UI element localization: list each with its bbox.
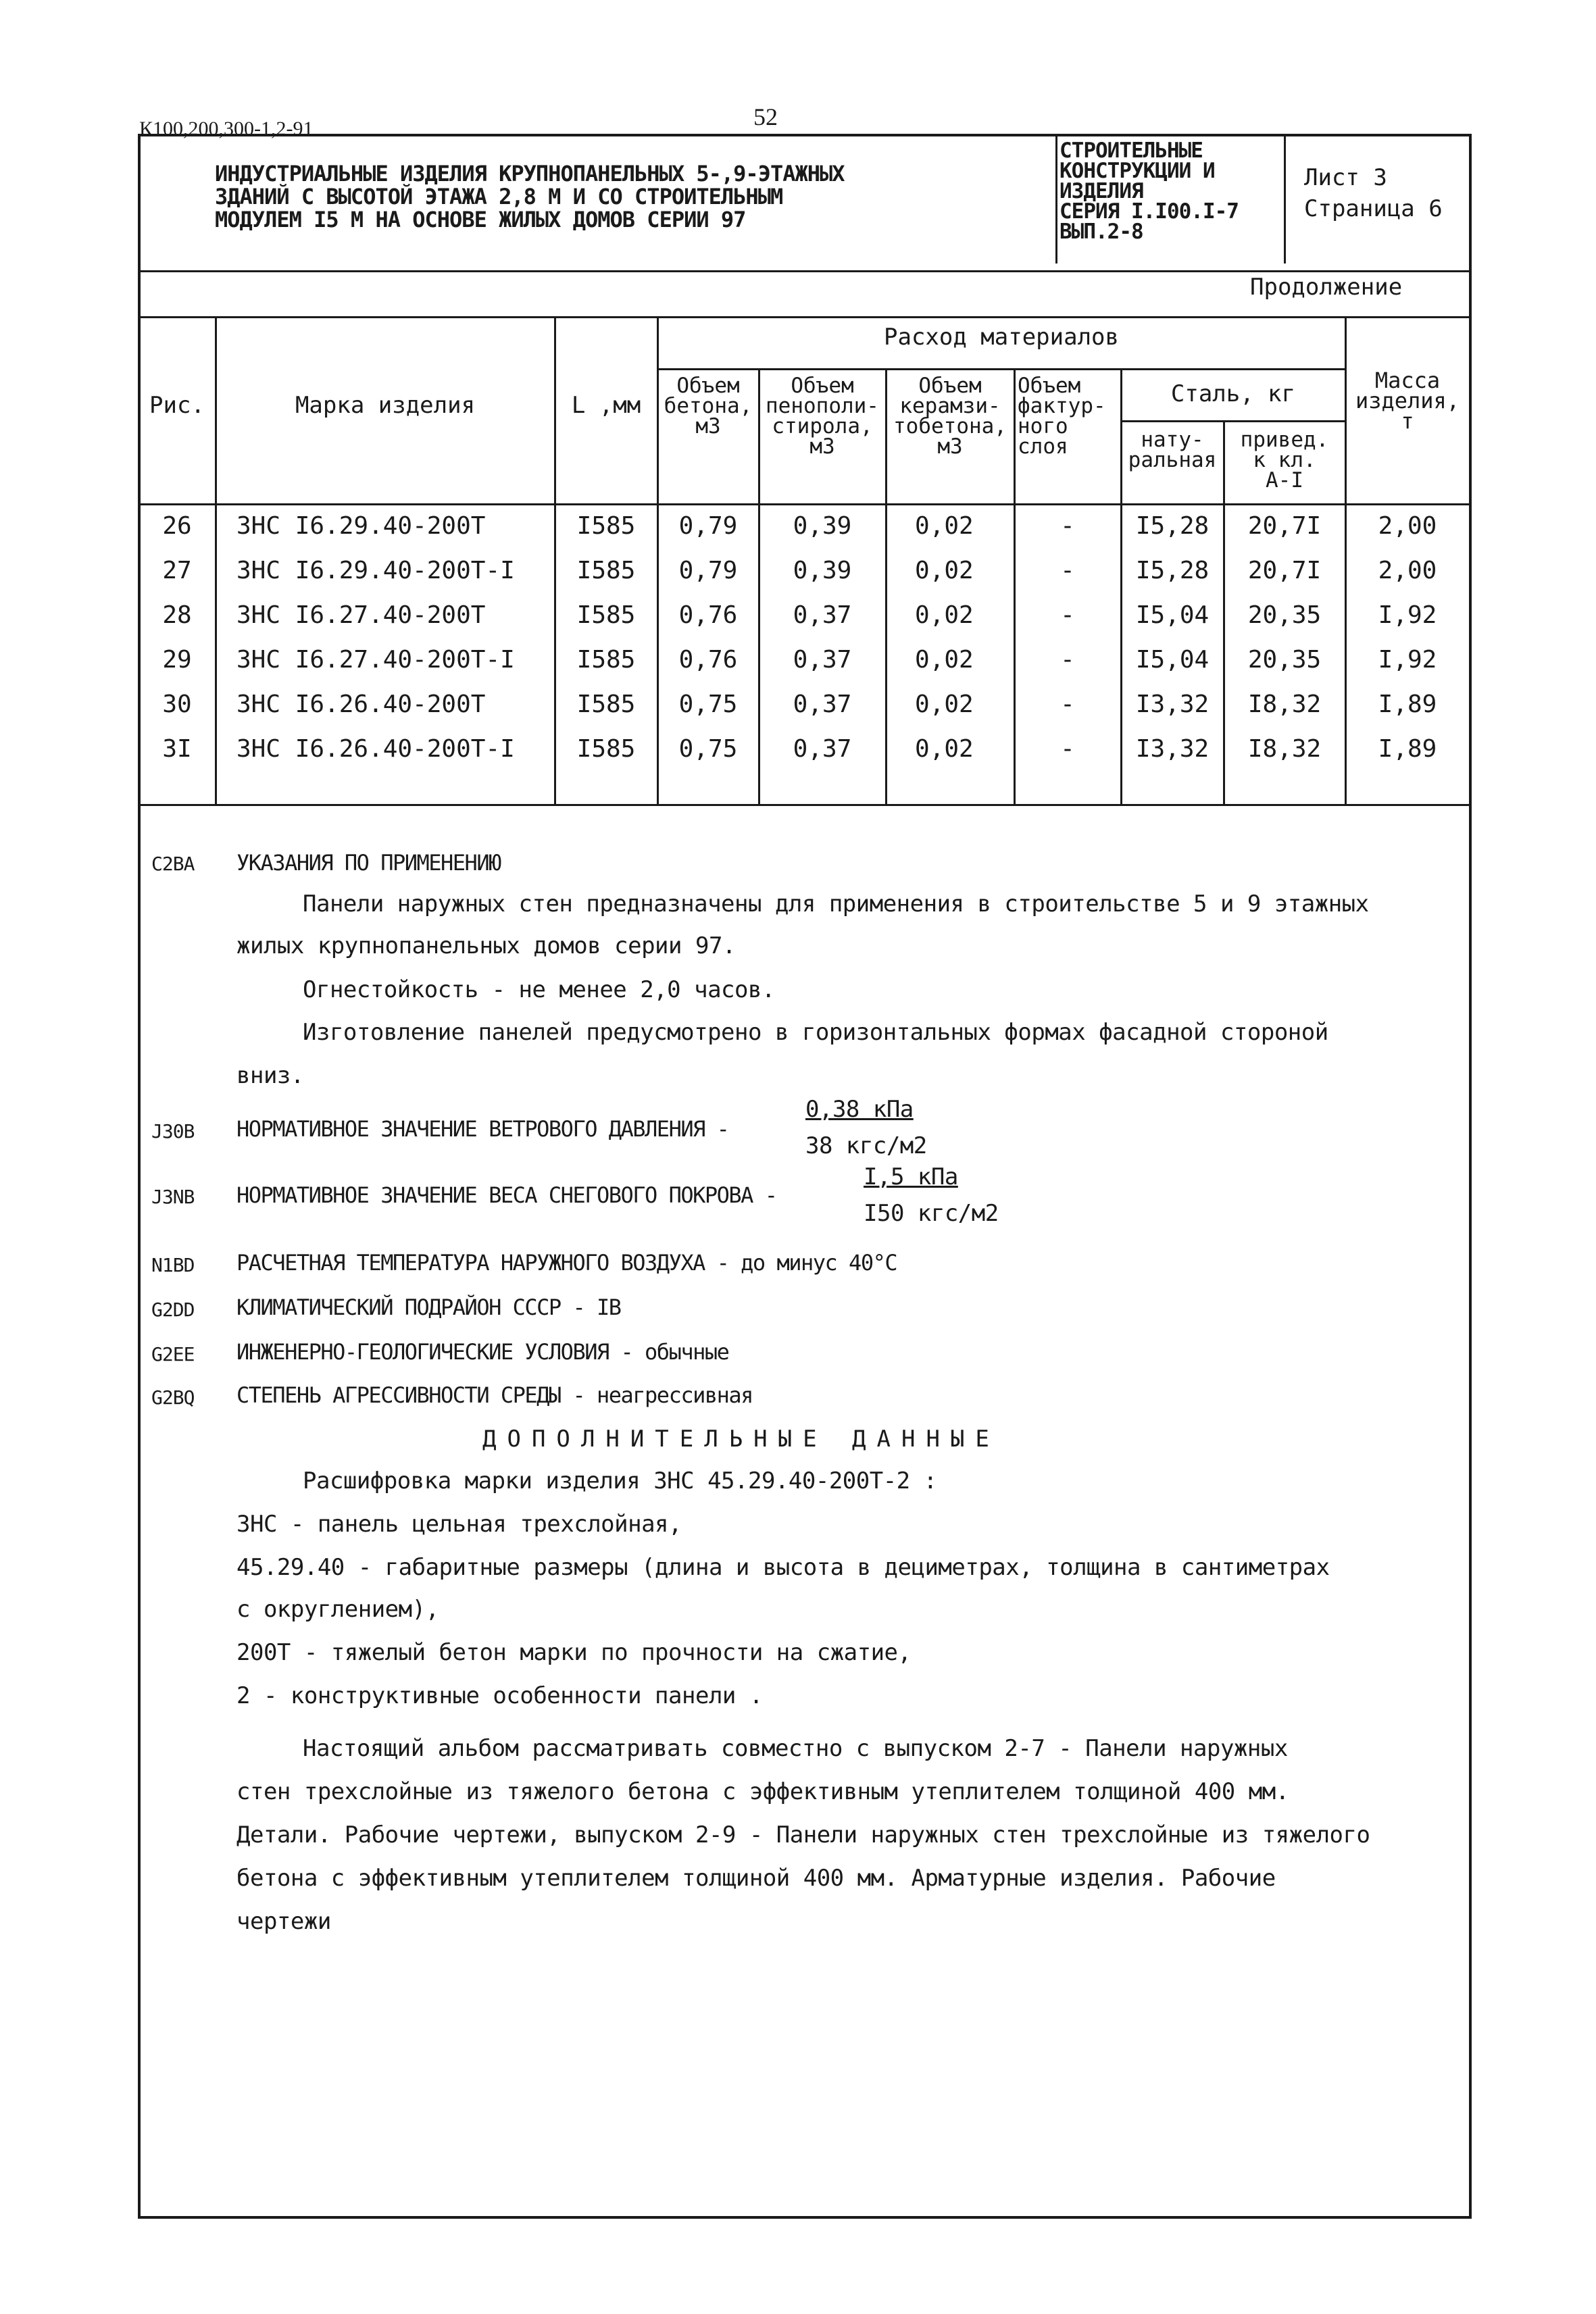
header-text: Объем [1018,374,1081,398]
cell-natural: I5,28 [1135,557,1210,584]
cell-mark: ЗНС I6.27.40-200Т-I [236,646,515,674]
header-mark: Марка изделия [295,392,476,419]
extra-text: стен трехслойные из тяжелого бетона с эффективным утеплителем толщиной 400 мм. [236,1778,1289,1805]
series-line: ИЗДЕЛИЯ [1059,179,1143,203]
cell-claydite: 0,02 [915,646,974,674]
cell-fig: 26 [162,512,192,540]
extra-text: 45.29.40 - габаритные размеры (длина и высота в дециметрах, толщина в сантиметрах [236,1554,1330,1581]
temperature-text: РАСЧЕТНАЯ ТЕМПЕРАТУРА НАРУЖНОГО ВОЗДУХА - до минус 40°С [236,1250,897,1276]
header-text: изделия, [1355,388,1460,413]
cell-reduced: 20,35 [1247,646,1322,674]
cell-reduced: I8,32 [1247,690,1322,718]
header-text: бетона, [664,394,753,418]
cell-facing: - [1060,690,1075,718]
cell-mass: I,92 [1378,646,1437,674]
cell-claydite: 0,02 [915,512,974,540]
series-line: СЕРИЯ I.I00.I-7 [1059,199,1239,224]
cell-fig: 29 [162,646,192,674]
header-text: т [1401,408,1414,434]
cell-concrete: 0,79 [678,512,738,540]
section-code: G2EE [151,1343,195,1365]
header-text: слоя [1018,434,1068,459]
header-text: м3 [809,434,835,459]
cell-fig: 28 [162,601,192,629]
frame-right-border [1469,134,1472,2219]
header-steel-reduced [1224,430,1345,491]
cell-polystyrene: 0,39 [793,557,852,584]
cell-length: I585 [576,735,636,763]
table-top-line [138,316,1472,318]
snow-value-kpa: I,5 кПа [864,1163,958,1190]
cell-fig: 30 [162,690,192,718]
header-text: Объем [676,374,740,398]
document-code: К100,200,300-1,2-91 [139,118,314,140]
usage-text: жилых крупнопанельных домов серии 97. [236,932,736,959]
cell-length: I585 [576,690,636,718]
page-number: 52 [753,103,778,130]
cell-polystyrene: 0,37 [793,646,852,674]
header-text: керамзи- [899,394,1001,418]
geology-text: ИНЖЕНЕРНО-ГЕОЛОГИЧЕСКИЕ УСЛОВИЯ - обычные [236,1339,729,1365]
header-text: к кл. [1253,448,1316,472]
snow-value-kgs: I50 кгс/м2 [864,1200,999,1227]
section-code: G2BQ [151,1386,195,1409]
extra-text: Настоящий альбом рассматривать совместно с выпуском 2-7 - Панели наружных [303,1735,1288,1762]
title-line: ИНДУСТРИАЛЬНЫЕ ИЗДЕЛИЯ КРУПНОПАНЕЛЬНЫХ 5-,9-ЭТАЖНЫХ [215,161,845,186]
cell-natural: I5,28 [1135,512,1210,540]
title-line: МОДУЛЕМ I5 М НА ОСНОВЕ ЖИЛЫХ ДОМОВ СЕРИИ 97 [215,207,746,232]
cell-mark: ЗНС I6.27.40-200Т [236,601,486,629]
header-text: ральная [1128,448,1217,472]
cell-reduced: 20,35 [1247,601,1322,629]
section-code: J3NB [151,1186,195,1208]
usage-title: УКАЗАНИЯ ПО ПРИМЕНЕНИЮ [236,850,501,876]
wind-value-kgs: 38 кгс/м2 [805,1132,927,1159]
header-text: м3 [937,434,963,459]
table-col-line [215,316,217,804]
cell-mass: 2,00 [1378,557,1437,584]
header-text: стирола, [772,414,873,438]
header-mass [1346,368,1469,434]
cell-claydite: 0,02 [915,735,974,763]
snow-label: НОРМАТИВНОЕ ЗНАЧЕНИЕ ВЕСА СНЕГОВОГО ПОКРОВА - [236,1182,777,1208]
cell-reduced: 20,7I [1247,512,1322,540]
cell-reduced: I8,32 [1247,735,1322,763]
section-code: J30B [151,1120,195,1142]
table-steel-line [1120,420,1345,422]
extra-text: чертежи [236,1908,331,1935]
cell-fig: 3I [162,735,192,763]
header-text: привед. [1240,428,1329,452]
extra-text: 2 - конструктивные особенности панели . [236,1682,763,1709]
cell-concrete: 0,76 [678,646,738,674]
title-block-sheet [1304,162,1460,224]
section-code: G2DD [151,1299,195,1321]
cell-mass: I,89 [1378,690,1437,718]
series-line: КОНСТРУКЦИИ И [1059,159,1215,183]
table-group-line [657,368,1345,370]
cell-polystyrene: 0,37 [793,735,852,763]
page-label: Страница 6 [1304,195,1443,222]
extra-text: Детали. Рабочие чертежи, выпуском 2-9 - Панели наружных стен трехслойные из тяжелого [236,1821,1370,1848]
cell-claydite: 0,02 [915,601,974,629]
header-bottom-line [138,270,1472,272]
cell-mass: I,89 [1378,735,1437,763]
cell-natural: I3,32 [1135,690,1210,718]
header-text: Масса [1374,368,1441,393]
header-concrete [658,376,758,436]
frame-bottom-border [138,2216,1472,2219]
title-divider [1284,134,1286,263]
cell-concrete: 0,76 [678,601,738,629]
header-text: Объем [791,374,854,398]
cell-natural: I5,04 [1135,601,1210,629]
table-header-bottom-line [138,503,1472,505]
climate-text: КЛИМАТИЧЕСКИЙ ПОДРАЙОН СССР - IВ [236,1294,621,1320]
extra-text: с округлением), [236,1596,439,1623]
wind-label: НОРМАТИВНОЕ ЗНАЧЕНИЕ ВЕТРОВОГО ДАВЛЕНИЯ - [236,1116,729,1142]
header-length: L ,мм [571,392,641,419]
cell-polystyrene: 0,39 [793,512,852,540]
table-bottom-line [138,804,1472,806]
title-block-main [215,162,1039,231]
cell-facing: - [1060,735,1075,763]
cell-claydite: 0,02 [915,690,974,718]
cell-polystyrene: 0,37 [793,601,852,629]
series-line: СТРОИТЕЛЬНЫЕ [1059,139,1203,163]
title-line: ЗДАНИЙ С ВЫСОТОЙ ЭТАЖА 2,8 М И СО СТРОИТЕЛЬНЫМ [215,184,783,209]
header-text: Объем [918,374,982,398]
header-text: фактур- [1018,394,1106,418]
usage-text: Изготовление панелей предусмотрено в горизонтальных формах фасадной стороной [303,1019,1328,1046]
sheet-label: Лист 3 [1304,164,1387,191]
extra-text: Расшифровка марки изделия ЗНС 45.29.40-200Т-2 : [303,1467,937,1494]
header-fig: Рис. [149,392,205,419]
aggressiveness-text: СТЕПЕНЬ АГРЕССИВНОСТИ СРЕДЫ - неагрессивная [236,1382,753,1408]
header-materials: Расход материалов [884,324,1119,351]
section-code: C2BA [151,853,195,875]
cell-natural: I3,32 [1135,735,1210,763]
cell-fig: 27 [162,557,192,584]
header-facing [1015,376,1123,457]
additional-data-title: ДОПОЛНИТЕЛЬНЫЕ ДАННЫЕ [482,1426,1000,1453]
cell-length: I585 [576,601,636,629]
title-divider [1055,134,1057,263]
cell-mass: 2,00 [1378,512,1437,540]
cell-polystyrene: 0,37 [793,690,852,718]
header-text: м3 [695,414,721,438]
cell-length: I585 [576,557,636,584]
header-text: тобетона, [893,414,1007,438]
header-steel-natural [1122,430,1223,470]
frame-left-border [138,134,141,2219]
frame-top-border [138,134,1472,136]
cell-mark: ЗНС I6.29.40-200Т [236,512,486,540]
usage-text: Огнестойкость - не менее 2,0 часов. [303,976,775,1003]
title-block-series [1059,141,1282,242]
header-text: пенополи- [766,394,879,418]
extra-text: ЗНС - панель цельная трехслойная, [236,1511,682,1538]
continuation-label: Продолжение [1250,274,1403,301]
header-polystyrene [759,376,885,457]
cell-mass: I,92 [1378,601,1437,629]
wind-value-kpa: 0,38 кПа [805,1096,914,1123]
header-text: ного [1018,414,1068,438]
cell-reduced: 20,7I [1247,557,1322,584]
usage-text: вниз. [236,1062,304,1089]
cell-facing: - [1060,601,1075,629]
cell-mark: ЗНС I6.26.40-200Т-I [236,735,515,763]
cell-concrete: 0,75 [678,690,738,718]
cell-claydite: 0,02 [915,557,974,584]
cell-length: I585 [576,512,636,540]
cell-mark: ЗНС I6.26.40-200Т [236,690,486,718]
cell-facing: - [1060,557,1075,584]
extra-text: бетона с эффективным утеплителем толщиной 400 мм. Арматурные изделия. Рабочие [236,1865,1276,1892]
usage-text: Панели наружных стен предназначены для применения в строительстве 5 и 9 этажных [303,890,1369,917]
cell-natural: I5,04 [1135,646,1210,674]
header-text: нату- [1141,428,1204,452]
cell-facing: - [1060,646,1075,674]
cell-concrete: 0,75 [678,735,738,763]
header-text: А-I [1266,468,1303,493]
series-line: ВЫП.2-8 [1059,220,1143,244]
header-steel: Сталь, кг [1170,380,1296,407]
extra-text: 200Т - тяжелый бетон марки по прочности на сжатие, [236,1639,912,1666]
cell-mark: ЗНС I6.29.40-200Т-I [236,557,515,584]
section-code: N1BD [151,1254,195,1276]
cell-concrete: 0,79 [678,557,738,584]
cell-length: I585 [576,646,636,674]
header-claydite [887,376,1014,457]
cell-facing: - [1060,512,1075,540]
